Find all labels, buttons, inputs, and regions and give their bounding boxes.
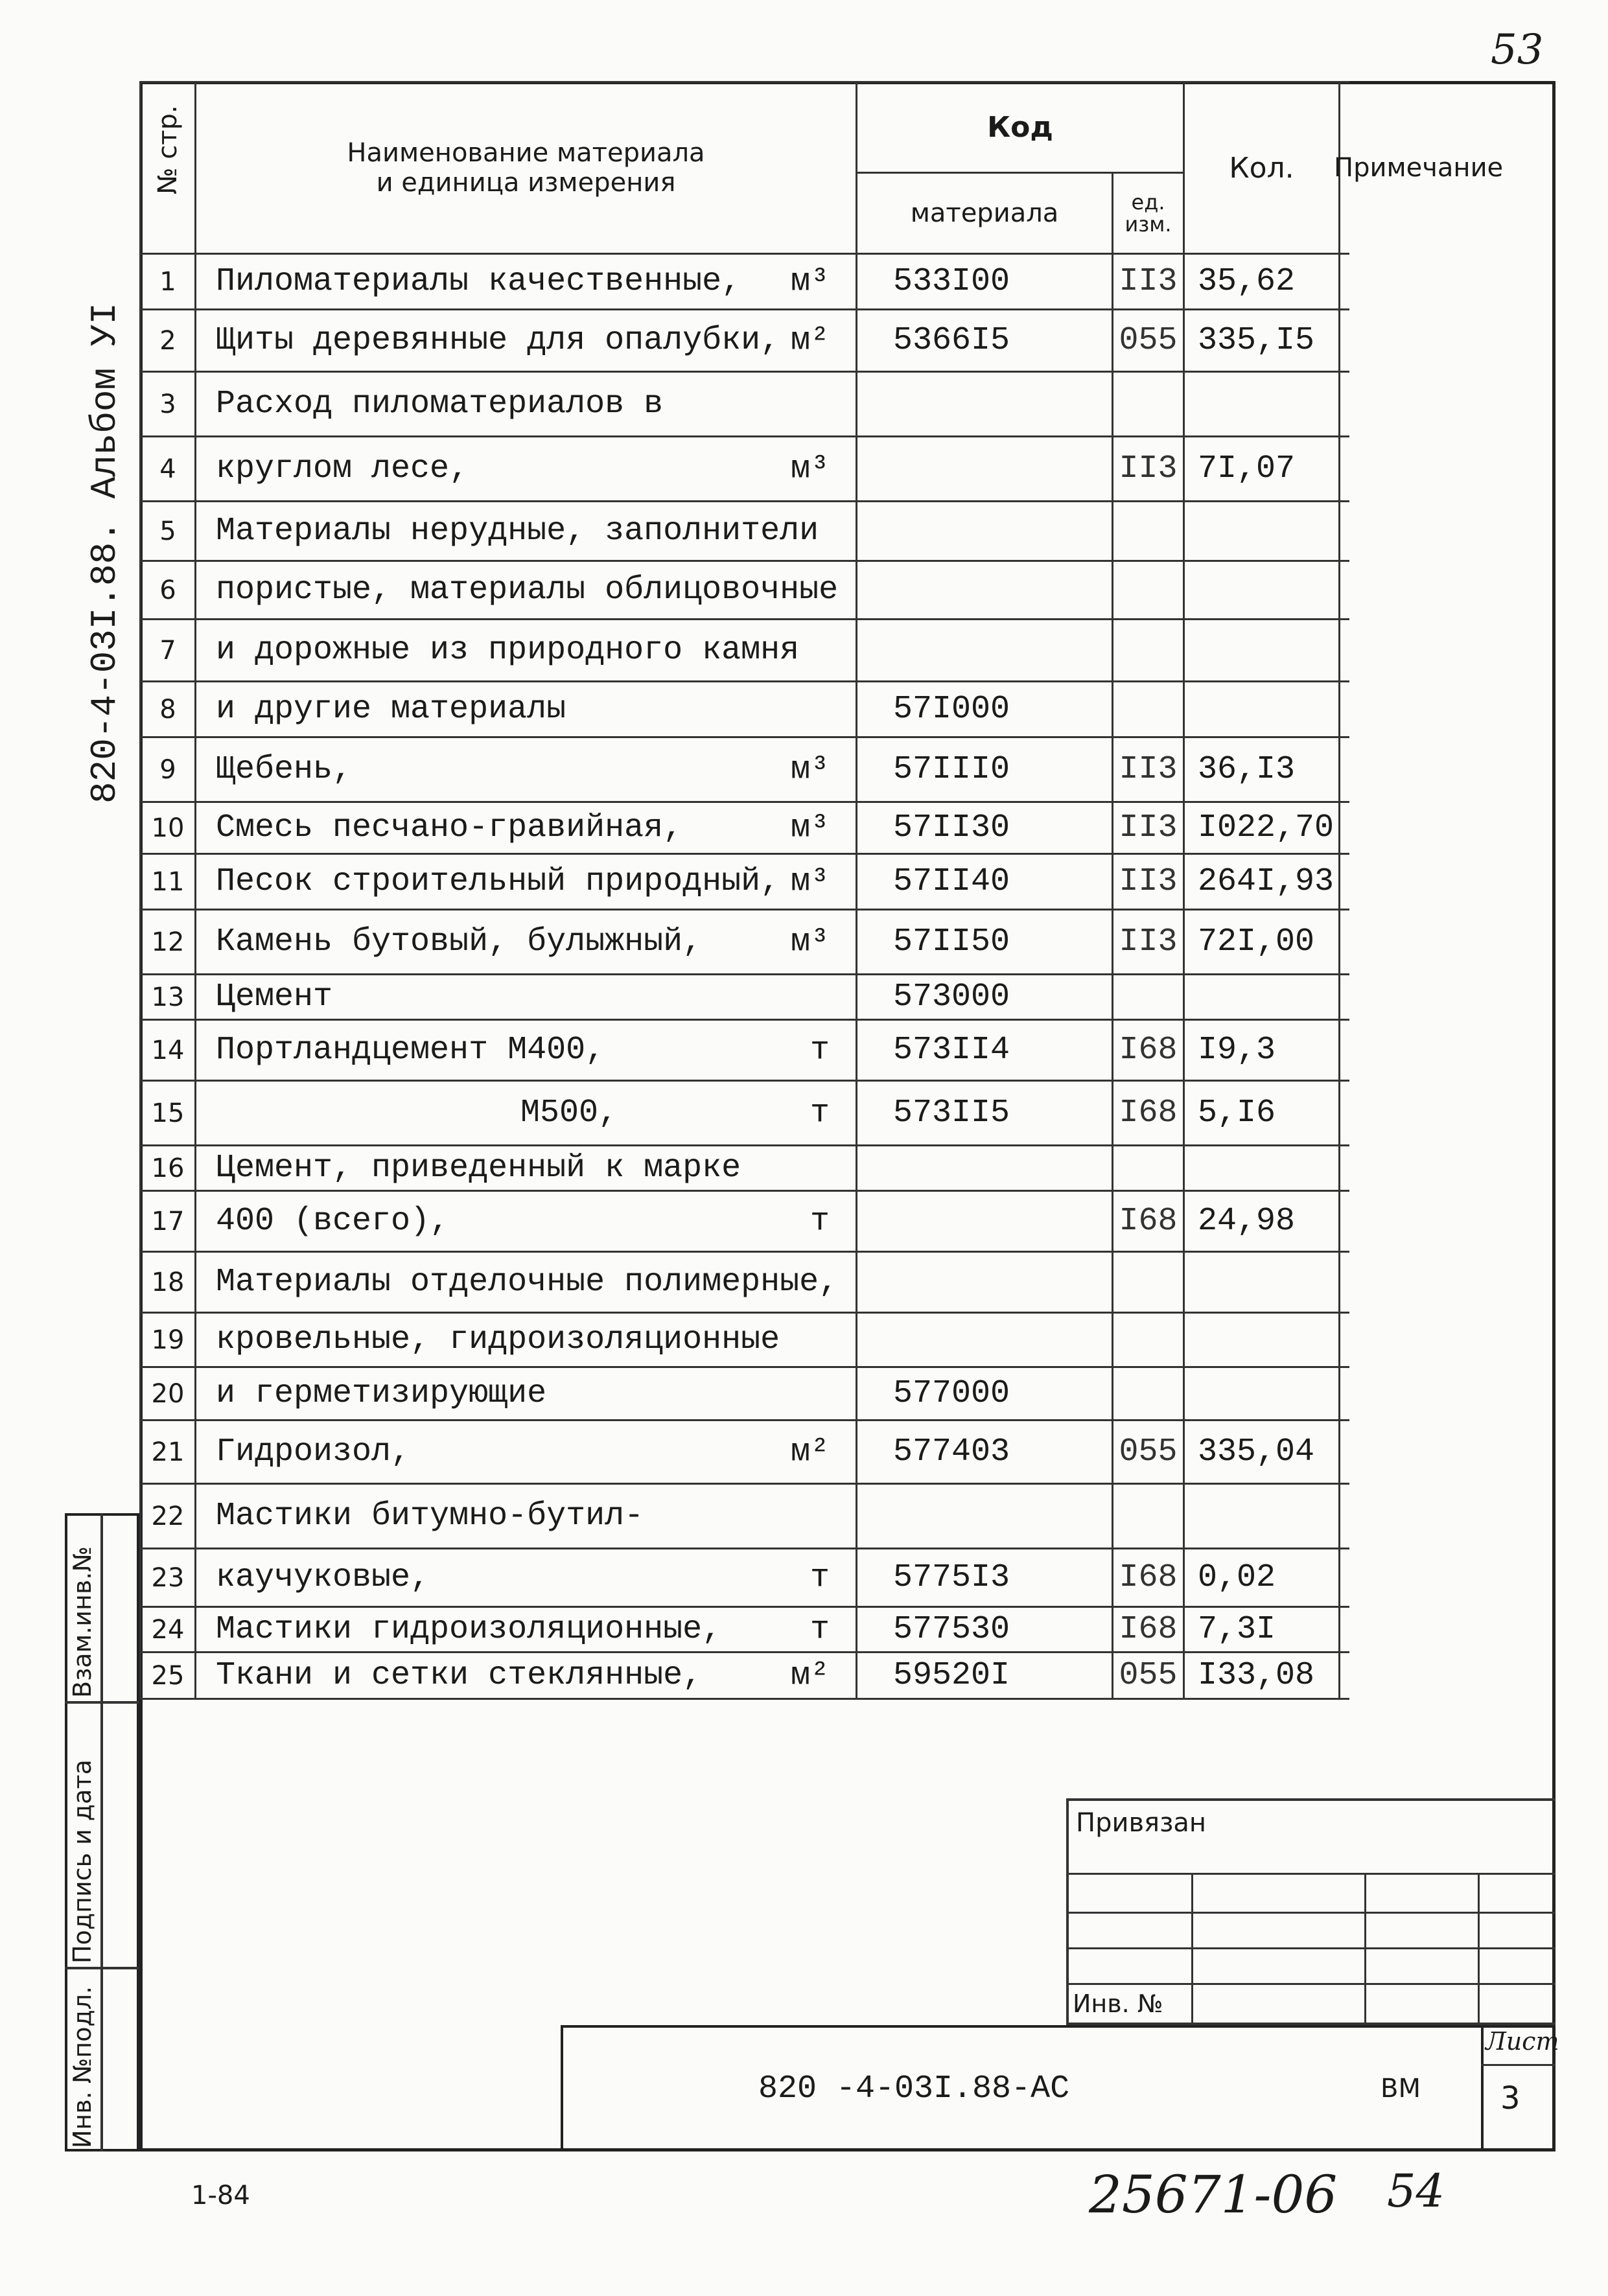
note [1340,1549,1349,1607]
material-name: Расход пиломатериалов в [196,372,857,437]
unit-code [1113,1252,1184,1313]
materials-table [139,81,1504,1700]
material-code: 577000 [857,1367,1113,1421]
unit-code: 055 [1113,310,1184,372]
row-number: 19 [141,1313,196,1367]
header-code-unit: ед. изм. [1113,173,1184,254]
album-title: 820-4-03I.88. Альбом УI [84,303,126,804]
quantity: 35,62 [1184,254,1340,310]
material-name: и другие материалы [196,682,857,737]
unit-code: II3 [1113,802,1184,854]
left-stamp-podpis: Подпись и дата [68,1759,97,1964]
header-qty: Кол. [1184,82,1340,254]
row-number: 24 [141,1607,196,1652]
material-name: Щиты деревянные для опалубки, м² [196,310,857,372]
material-code: 573II5 [857,1081,1113,1146]
note [1340,1607,1349,1652]
unit: м³ [790,863,830,900]
row-number: 2 [141,310,196,372]
material-name: 400 (всего), т [196,1191,857,1252]
material-code: 57II50 [857,910,1113,975]
row-number: 10 [141,802,196,854]
handwritten-page: 54 [1387,2164,1445,2218]
material-name: пористые, материалы облицовочные [196,561,857,620]
material-code: 57II30 [857,802,1113,854]
note [1340,1367,1349,1421]
unit-code [1113,1313,1184,1367]
note [1340,1421,1349,1484]
table-row [141,854,1349,910]
left-stamp-vzam: Взам.инв.№ [68,1546,97,1698]
quantity: 335,I5 [1184,310,1340,372]
quantity [1184,1146,1340,1191]
table-row [141,682,1349,737]
quantity [1184,372,1340,437]
quantity [1184,502,1340,561]
note [1340,1484,1349,1549]
material-code: 533I00 [857,254,1113,310]
material-code [857,1313,1113,1367]
material-name: Щебень, м³ [196,737,857,802]
material-name: Песок строительный природный, м³ [196,854,857,910]
table-row [141,254,1349,310]
row-number: 25 [141,1652,196,1699]
row-number: 4 [141,437,196,502]
material-name: Смесь песчано-гравийная, м³ [196,802,857,854]
material-name: Портландцемент М400, т [196,1020,857,1081]
left-stamp-inv-podl: Инв. №подл. [68,1986,97,2148]
unit-code: II3 [1113,854,1184,910]
form-number: 1-84 [191,2181,250,2210]
note [1340,1252,1349,1313]
table-row [141,502,1349,561]
unit: т [810,1203,830,1240]
material-code: 5366I5 [857,310,1113,372]
note [1340,1081,1349,1146]
unit-code: I68 [1113,1191,1184,1252]
unit: м³ [790,263,830,300]
note [1340,1146,1349,1191]
unit: т [810,1032,830,1069]
unit-code [1113,975,1184,1020]
material-code: 573II4 [857,1020,1113,1081]
quantity: 7,3I [1184,1607,1340,1652]
material-code: 577530 [857,1607,1113,1652]
unit: м³ [790,751,830,788]
page-number: 53 [1491,26,1544,74]
row-number: 8 [141,682,196,737]
material-name: и дорожные из природного камня [196,620,857,682]
material-code [857,1191,1113,1252]
header-note: Примечание [1340,82,1349,254]
unit-code: II3 [1113,254,1184,310]
table-row [141,310,1349,372]
note [1340,854,1349,910]
material-name: Мастики битумно-бутил- [196,1484,857,1549]
unit: т [810,1095,830,1131]
note [1340,1020,1349,1081]
unit-code [1113,502,1184,561]
row-number: 16 [141,1146,196,1191]
header-name: Наименование материала и единица измерения [196,82,857,254]
unit-code [1113,1146,1184,1191]
material-code: 59520I [857,1652,1113,1699]
sheet-number: 3 [1500,2080,1521,2116]
row-number: 20 [141,1367,196,1421]
material-name: и герметизирующие [196,1367,857,1421]
row-number: 22 [141,1484,196,1549]
unit: т [810,1559,830,1596]
table-row [141,1549,1349,1607]
quantity: 5,I6 [1184,1081,1340,1146]
note [1340,1191,1349,1252]
unit-code [1113,1484,1184,1549]
note [1340,372,1349,437]
row-number: 9 [141,737,196,802]
row-number: 18 [141,1252,196,1313]
inv-no-label: Инв. № [1073,1989,1163,2018]
unit-code [1113,372,1184,437]
material-name: Пиломатериалы качественные, м³ [196,254,857,310]
quantity [1184,620,1340,682]
unit: м³ [790,923,830,960]
row-number: 1 [141,254,196,310]
unit-code: I68 [1113,1549,1184,1607]
quantity: I9,3 [1184,1020,1340,1081]
unit-code: II3 [1113,910,1184,975]
header-code: Код [857,82,1184,173]
note [1340,502,1349,561]
material-name: кровельные, гидроизоляционные [196,1313,857,1367]
row-number: 23 [141,1549,196,1607]
unit: м³ [790,809,830,846]
material-code [857,372,1113,437]
note [1340,620,1349,682]
row-number: 15 [141,1081,196,1146]
note [1340,1652,1349,1699]
note [1340,437,1349,502]
quantity: 7I,07 [1184,437,1340,502]
header-num: № стр. [141,82,196,254]
table-row [141,1081,1349,1146]
table-row [141,802,1349,854]
row-number: 17 [141,1191,196,1252]
row-number: 12 [141,910,196,975]
quantity: 0,02 [1184,1549,1340,1607]
material-name: Ткани и сетки стеклянные, м² [196,1652,857,1699]
material-code [857,620,1113,682]
material-code [857,1146,1113,1191]
note [1340,910,1349,975]
table-row [141,372,1349,437]
table-row [141,1252,1349,1313]
material-name: Гидроизол, м² [196,1421,857,1484]
table-row [141,1191,1349,1252]
material-code: 577403 [857,1421,1113,1484]
material-code: 5775I3 [857,1549,1113,1607]
unit-code: 055 [1113,1421,1184,1484]
row-number: 11 [141,854,196,910]
sheet-label: Лист [1486,2027,1559,2056]
note [1340,737,1349,802]
note [1340,1313,1349,1367]
material-name: Мастики гидроизоляционные, т [196,1607,857,1652]
unit: м² [790,1433,830,1470]
table-row [141,620,1349,682]
quantity: I022,70 [1184,802,1340,854]
table-row [141,975,1349,1020]
material-code: 57I000 [857,682,1113,737]
quantity [1184,975,1340,1020]
unit: м² [790,1657,830,1694]
privyazan-label: Привязан [1076,1808,1207,1838]
material-name: Материалы нерудные, заполнители [196,502,857,561]
unit-code: II3 [1113,437,1184,502]
quantity: 24,98 [1184,1191,1340,1252]
material-code: 573000 [857,975,1113,1020]
note [1340,310,1349,372]
quantity [1184,682,1340,737]
unit-code [1113,682,1184,737]
material-name: каучуковые, т [196,1549,857,1607]
unit-code [1113,561,1184,620]
table-row [141,737,1349,802]
material-name: круглом лесе, м³ [196,437,857,502]
quantity: 72I,00 [1184,910,1340,975]
table-row [141,910,1349,975]
header-code-material: материала [857,173,1113,254]
material-code [857,561,1113,620]
row-number: 14 [141,1020,196,1081]
row-number: 21 [141,1421,196,1484]
table-row [141,1421,1349,1484]
table-row [141,1607,1349,1652]
material-code: 57III0 [857,737,1113,802]
note [1340,561,1349,620]
material-name: Цемент, приведенный к марке [196,1146,857,1191]
quantity [1184,1313,1340,1367]
quantity: I33,08 [1184,1652,1340,1699]
note [1340,802,1349,854]
material-code [857,1252,1113,1313]
material-code [857,502,1113,561]
table-row [141,437,1349,502]
row-number: 5 [141,502,196,561]
unit-code: I68 [1113,1020,1184,1081]
table-row [141,561,1349,620]
table-row [141,1484,1349,1549]
unit: т [810,1611,830,1648]
quantity [1184,1367,1340,1421]
quantity: 264I,93 [1184,854,1340,910]
table-row [141,1313,1349,1367]
table-row [141,1652,1349,1699]
row-number: 13 [141,975,196,1020]
unit: м³ [790,450,830,487]
note [1340,975,1349,1020]
row-number: 6 [141,561,196,620]
material-name: Камень бутовый, булыжный, м³ [196,910,857,975]
handwritten-number: 25671-06 [1089,2164,1338,2225]
unit-code: I68 [1113,1607,1184,1652]
unit-code [1113,1367,1184,1421]
quantity [1184,1484,1340,1549]
material-code [857,1484,1113,1549]
row-number: 3 [141,372,196,437]
quantity [1184,1252,1340,1313]
unit: м² [790,322,830,359]
note [1340,682,1349,737]
unit-code: I68 [1113,1081,1184,1146]
table-row [141,1020,1349,1081]
doc-code: 820 -4-03I.88-АС [758,2070,1070,2107]
material-code [857,437,1113,502]
quantity: 335,04 [1184,1421,1340,1484]
material-name: Материалы отделочные полимерные, [196,1252,857,1313]
quantity: 36,I3 [1184,737,1340,802]
quantity [1184,561,1340,620]
material-name: М500, т [196,1081,857,1146]
unit-code: II3 [1113,737,1184,802]
material-code: 57II40 [857,854,1113,910]
table-row [141,1146,1349,1191]
material-name: Цемент [196,975,857,1020]
unit-code [1113,620,1184,682]
vm-label: ВМ [1381,2074,1421,2104]
row-number: 7 [141,620,196,682]
table-row [141,1367,1349,1421]
note [1340,254,1349,310]
unit-code: 055 [1113,1652,1184,1699]
